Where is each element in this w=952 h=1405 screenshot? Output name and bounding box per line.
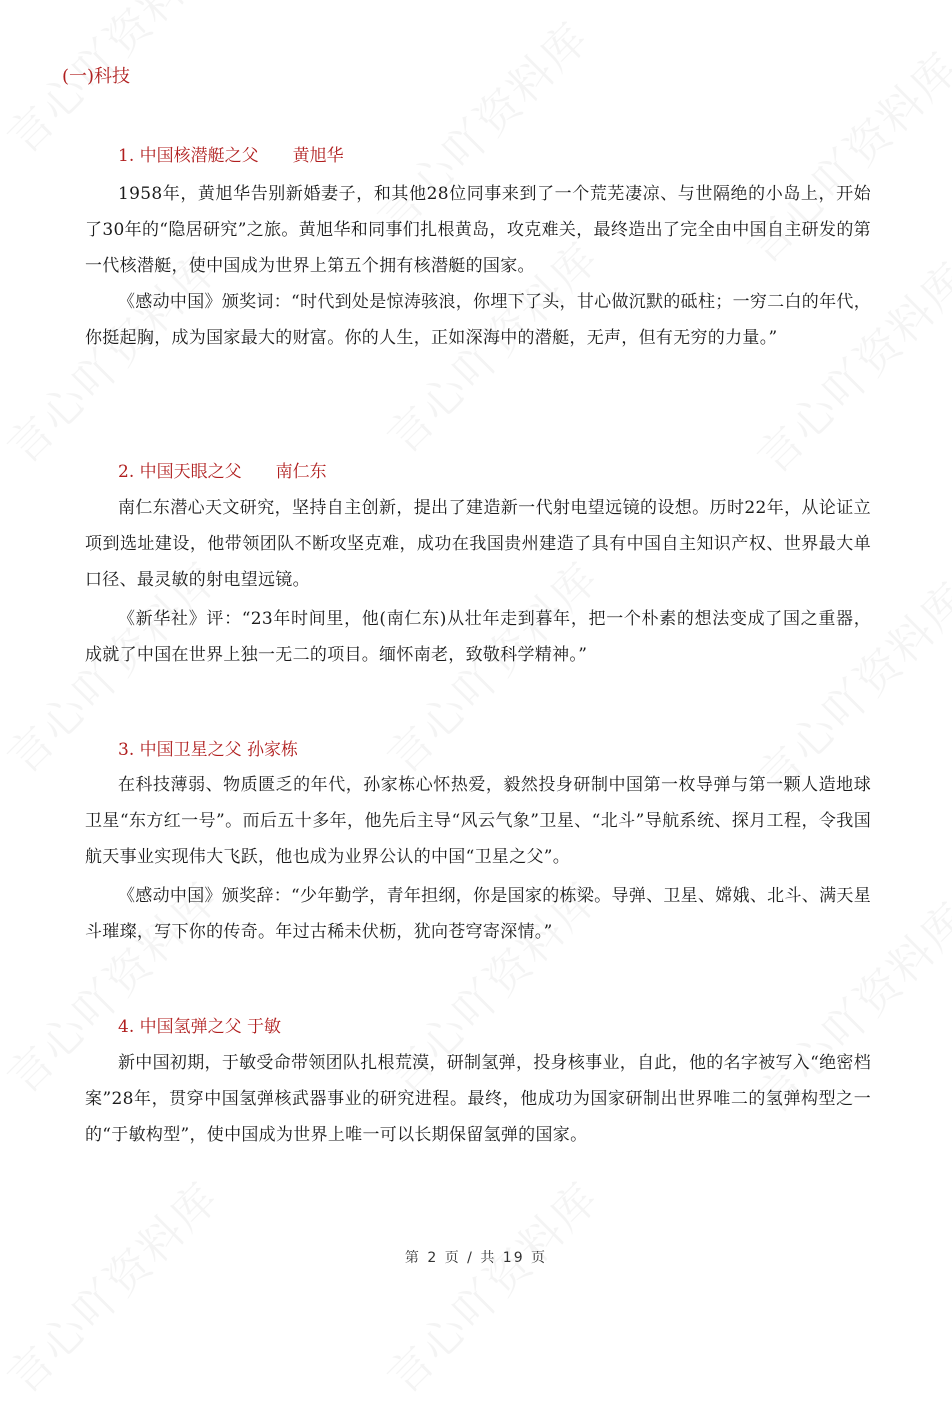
- page-number: 第 2 页 / 共 19 页: [404, 1250, 548, 1266]
- entry-paragraph: 在科技薄弱、物质匮乏的年代，孙家栋心怀热爱，毅然投身研制中国第一枚导弹与第一颗人造地球卫星“东方红一号”。而后五十多年，他先后主导“风云气象”卫星、“北斗”导航系统、探月工程，令我国航天事业实现伟大飞跃，他也成为业界公认的中国“卫星之父”。: [85, 775, 871, 867]
- entry-heading: 1. 中国核潜艇之父 黄旭华: [118, 146, 344, 166]
- entry-paragraph: 南仁东潜心天文研究，坚持自主创新，提出了建造新一代射电望远镜的设想。历时22年，从论证立项到选址建设，他带领团队不断攻坚克难，成功在我国贵州建造了具有中国自主知识产权、世界最大单口径、最灵敏的射电望远镜。: [85, 498, 871, 590]
- award-quote: 《感动中国》颁奖辞：“少年勤学，青年担纲，你是国家的栋梁。导弹、卫星、嫦娥、北斗、满天星斗璀璨，写下你的传奇。年过古稀未伏枥，犹向苍穹寄深情。”: [85, 886, 871, 942]
- entry-paragraph: 新中国初期，于敏受命带领团队扎根荒漠，研制氢弹，投身核事业，自此，他的名字被写入“绝密档案”28年，贯穿中国氢弹核武器事业的研究进程。最终，他成功为国家研制出世界唯二的氢弹构型之一的“于敏构型”，使中国成为世界上唯一可以长期保留氢弹的国家。: [85, 1053, 871, 1145]
- entry-heading: 4. 中国氢弹之父 于敏: [118, 1017, 282, 1037]
- entry-heading: 2. 中国天眼之父 南仁东: [118, 462, 327, 482]
- award-quote: 《感动中国》颁奖词：“时代到处是惊涛骇浪，你埋下了头，甘心做沉默的砥柱；一穷二白的年代，你挺起胸，成为国家最大的财富。你的人生，正如深海中的潜艇，无声，但有无穷的力量。”: [85, 292, 871, 348]
- entry-paragraph: 1958年，黄旭华告别新婚妻子，和其他28位同事来到了一个荒芜凄凉、与世隔绝的小岛上，开始了30年的“隐居研究”之旅。黄旭华和同事们扎根黄岛，攻克难关，最终造出了完全由中国自主研发的第一代核潜艇，使中国成为世界上第五个拥有核潜艇的国家。: [85, 184, 871, 276]
- entry-heading: 3. 中国卫星之父 孙家栋: [118, 740, 299, 760]
- award-quote: 《新华社》评：“23年时间里，他(南仁东)从壮年走到暮年，把一个朴素的想法变成了国之重器，成就了中国在世界上独一无二的项目。缅怀南老，致敬科学精神。”: [85, 609, 871, 665]
- section-title: (一)科技: [62, 66, 131, 87]
